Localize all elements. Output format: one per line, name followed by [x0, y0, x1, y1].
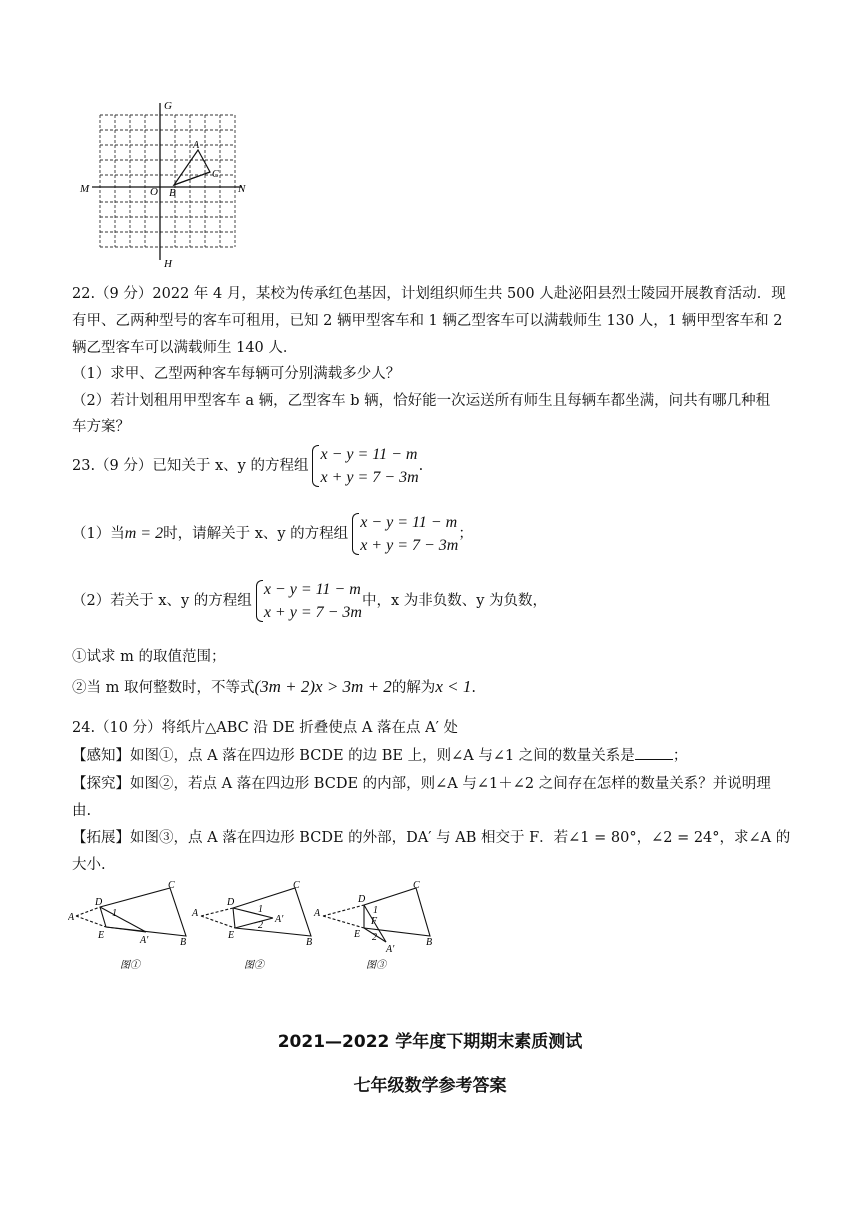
q23-intro — [72, 443, 423, 489]
q23-sub2 — [72, 676, 476, 697]
q23-intro-text: 23.（9 分）已知关于 x、y 的方程组 — [72, 458, 309, 474]
fig2-label-D: D — [227, 897, 235, 908]
equation-1: x − y = 11 − m — [320, 446, 418, 463]
equation-1: x − y = 11 − m — [360, 514, 458, 531]
fig2-label-1: 1 — [258, 904, 263, 915]
q22-line1: 22.（9 分）2022 年 4 月，某校为传承红色基因，计划组织师生共 500 人赴泌阳县烈士陵园开展教育活动．现 — [72, 286, 786, 302]
fig1-label-C: C — [168, 880, 175, 891]
q23-sub1: ①试求 m 的取值范围； — [72, 649, 226, 665]
answer-title: 2021—2022 学年度下期期末素质测试 — [277, 1032, 583, 1052]
q23-part1-cond: m = 2 — [124, 525, 164, 542]
q23-part2 — [72, 578, 547, 624]
q23-intro-end: . — [418, 458, 424, 474]
q24-explore1: 【探究】如图②，若点 A 落在四边形 BCDE 的内部，则∠A 与∠1＋∠2 之间存在怎样的数量关系？并说明理 — [72, 776, 771, 792]
q22-line3: 辆乙型客车可以满载师生 140 人． — [72, 340, 298, 356]
q23-sub2-sol: x < 1 — [435, 677, 472, 696]
q23-part2-pre: （2）若关于 x、y 的方程组 — [72, 593, 252, 609]
fig1-label-D: D — [95, 897, 103, 908]
fig3-label-E: E — [354, 929, 361, 940]
q24-intro: 24.（10 分）将纸片△ABC 沿 DE 折叠使点 A 落在点 A′ 处 — [72, 720, 458, 736]
equation-system — [254, 578, 362, 624]
equation-2: x + y = 7 − 3m — [320, 469, 419, 486]
fig3-label-A1: A′ — [386, 944, 395, 955]
equation-2: x + y = 7 − 3m — [263, 604, 362, 621]
equation-system — [350, 511, 458, 557]
fig3-label-D: D — [358, 894, 366, 905]
answer-subtitle: 七年级数学参考答案 — [353, 1076, 507, 1096]
label-H: H — [164, 258, 172, 270]
caption-fig1: 图① — [120, 960, 140, 971]
q23-part1 — [72, 511, 473, 557]
fig2-label-2: 2 — [258, 920, 263, 931]
q22-part1: （1）求甲、乙型两种客车每辆可分别满载多少人？ — [72, 366, 401, 382]
fig3-label-F: F — [371, 916, 378, 927]
answer-blank — [635, 747, 673, 760]
q23-sub2-ineq: (3m + 2)x > 3m + 2 — [254, 677, 392, 696]
q24-explore2: 由. — [72, 803, 92, 819]
fig1-label-A: A — [68, 912, 75, 923]
q23-part1-mid: 时，请解关于 x、y 的方程组 — [163, 526, 349, 542]
caption-fig3: 图③ — [366, 960, 386, 971]
q24-extend1: 【拓展】如图③，点 A 落在四边形 BCDE 的外部，DA′ 与 AB 相交于 F．若∠1 = 80°，∠2 = 24°，求∠A 的 — [72, 830, 791, 846]
label-O: O — [150, 186, 158, 198]
equation-2: x + y = 7 − 3m — [360, 537, 459, 554]
q23-part1-pre: （1）当 — [72, 526, 125, 542]
equation-system — [310, 443, 418, 489]
q24-extend2: 大小. — [72, 857, 106, 873]
label-N: N — [238, 183, 246, 195]
fold-figures — [68, 880, 448, 975]
equation-1: x − y = 11 − m — [263, 581, 361, 598]
q24-perceive-text: 【感知】如图①，点 A 落在四边形 BCDE 的边 BE 上，则∠A 与∠1 之间的数量关系是 — [72, 748, 635, 764]
fig1-label-B: B — [180, 937, 187, 948]
fig2-label-B: B — [306, 937, 313, 948]
q22-part2a: （2）若计划租用甲型客车 a 辆，乙型客车 b 辆，恰好能一次运送所有师生且每辆车都坐满，问共有哪几种租 — [72, 393, 771, 409]
label-A: A — [193, 140, 200, 151]
fig3-label-B: B — [426, 937, 433, 948]
label-M: M — [80, 183, 90, 195]
q23-sub2-pre: ②当 m 取何整数时，不等式 — [72, 680, 255, 696]
fig3-label-1: 1 — [373, 905, 378, 916]
caption-fig2: 图② — [244, 960, 264, 971]
fig3-label-C: C — [413, 880, 420, 891]
q23-part1-end: ； — [458, 526, 473, 542]
q23-sub2-end: . — [471, 680, 476, 696]
q23-part2-post: 中，x 为非负数、y 为负数， — [361, 593, 548, 609]
fig3-label-2: 2 — [372, 932, 377, 943]
fig1-label-E: E — [98, 930, 105, 941]
fig2-label-A1: A′ — [275, 914, 284, 925]
q22-line2: 有甲、乙两种型号的客车可租用，已知 2 辆甲型客车和 1 辆乙型客车可以满载师生 130 人，1 辆甲型客车和 2 — [72, 313, 783, 329]
label-G: G — [164, 100, 172, 112]
label-C: C — [212, 169, 219, 180]
fig2-label-A: A — [192, 908, 199, 919]
q23-sub2-mid: 的解为 — [391, 680, 436, 696]
q24-perceive-end: ； — [672, 748, 688, 764]
fig3-label-A: A — [314, 908, 321, 919]
q22-part2b: 车方案？ — [72, 419, 130, 435]
fig2-label-E: E — [228, 930, 235, 941]
label-B: B — [169, 187, 176, 199]
fig2-label-C: C — [293, 880, 300, 891]
fig1-label-A1: A′ — [140, 935, 149, 946]
coordinate-grid-figure — [72, 95, 262, 270]
fig1-label-1: 1 — [112, 908, 117, 919]
q24-perceive — [72, 744, 687, 765]
